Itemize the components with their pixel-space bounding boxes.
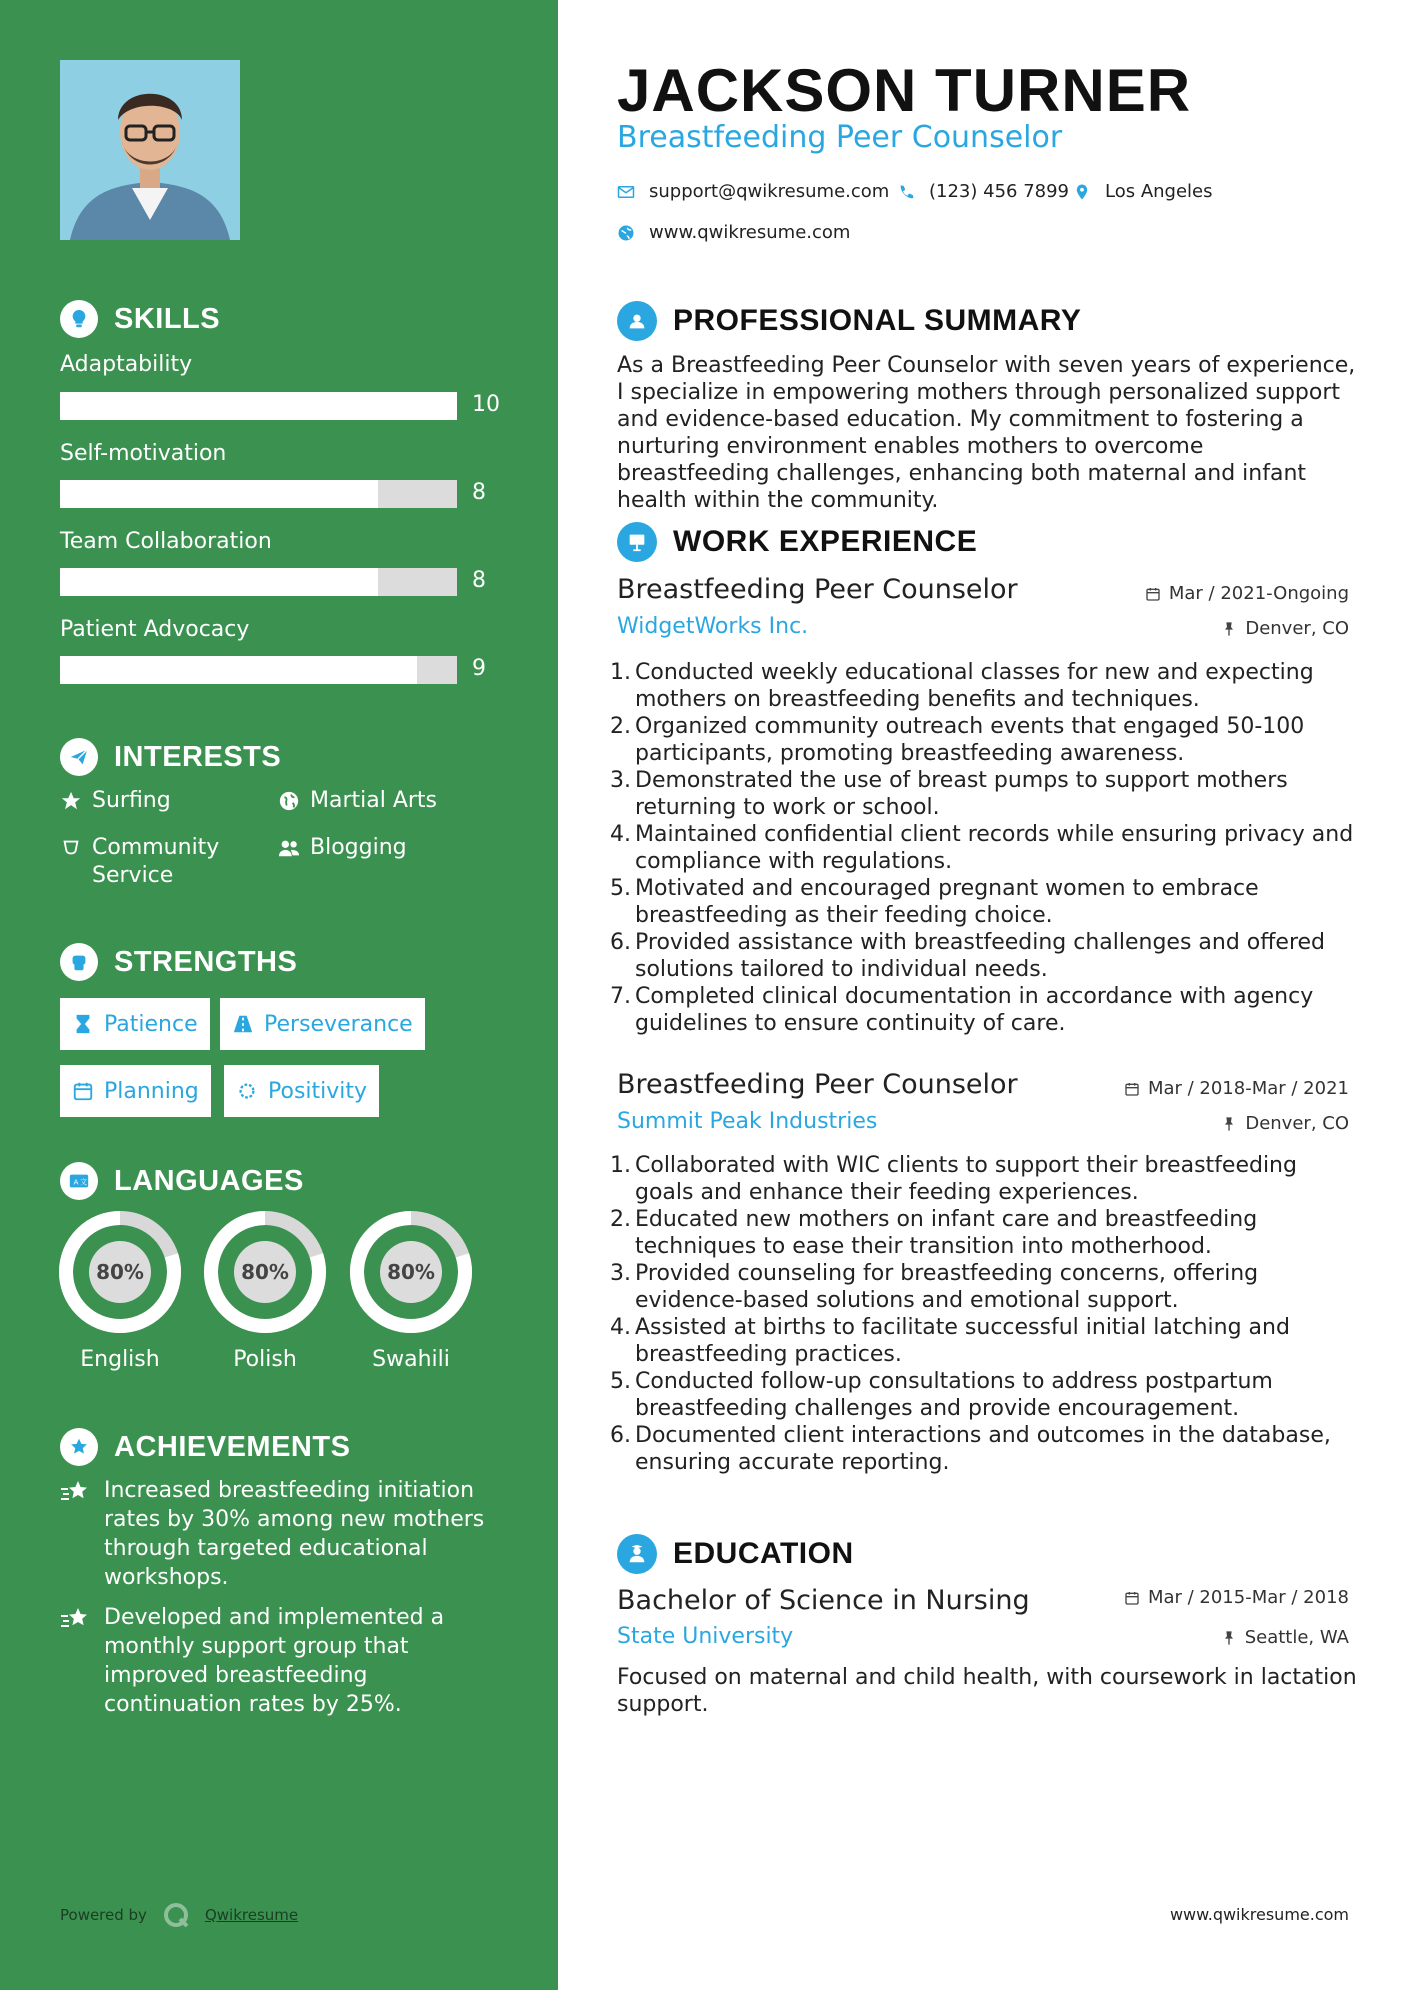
job-location-text: Denver, CO [1245,618,1349,639]
list-item: 1. Conducted weekly educational classes for new and expecting mothers on breastfeeding benefits and techniques. [610,659,1360,713]
skill-bar-fill [60,480,378,508]
interests-title: INTERESTS [114,740,282,773]
lightbulb-icon [60,300,98,338]
interest-item [60,787,171,815]
languages-heading [60,1162,304,1200]
education-dates [1124,1587,1349,1608]
strength-badge [224,1065,379,1117]
skill-name: Adaptability [60,352,193,377]
interest-item [278,787,437,815]
sun-icon [236,1080,258,1102]
bullet-text: Conducted follow-up consultations to address postpartum breastfeeding challenges and provide encouragement. [635,1369,1273,1421]
experience-heading [617,522,977,562]
skills-title: SKILLS [114,302,221,335]
language-name: Swahili [372,1347,450,1372]
globe-icon [278,790,300,812]
language-ring [203,1210,327,1334]
languages-title: LANGUAGES [114,1164,304,1197]
pushpin-icon [1221,1630,1237,1646]
bullet-text: Educated new mothers on infant care and breastfeeding techniques to ease their transition into motherhood. [635,1207,1258,1259]
skill-value: 9 [472,656,486,681]
summary-text: As a Breastfeeding Peer Counselor with seven years of experience, I specialize in empowering mothers through personalized support and evidence-based education. My commitment to fostering a nurturing environment enables mothers to overcome breastfeeding challenges, enhancing both maternal and infant health within the community. [617,353,1356,513]
calendar-icon [1124,1590,1140,1606]
language-name: Polish [233,1347,297,1372]
language-ring [58,1210,182,1334]
achievement-item [60,1603,500,1719]
education-location-text: Seattle, WA [1244,1627,1349,1648]
job-dates-text: Mar / 2018-Mar / 2021 [1147,1078,1349,1099]
candidate-name: JACKSON TURNER [617,57,1192,124]
powered-by [60,1900,298,1930]
achievements-title: ACHIEVEMENTS [114,1430,351,1463]
hourglass-icon [72,1013,94,1035]
presentation-icon [617,522,657,562]
phone-text: (123) 456 7899 [929,181,1070,202]
shooting-star-icon [60,1606,90,1632]
pushpin-icon [1221,1116,1237,1132]
language-level: 80% [89,1241,151,1303]
list-item: 1. Collaborated with WIC clients to support their breastfeeding goals and enhance their feeding experiences. [610,1152,1360,1206]
location-text: Los Angeles [1105,181,1213,202]
list-item: 5. Conducted follow-up consultations to address postpartum breastfeeding challenges and provide encouragement. [610,1368,1360,1422]
interest-label: Community Service [92,835,220,888]
education-location [1221,1627,1349,1648]
skill-value: 8 [472,568,486,593]
strength-badge [60,998,210,1050]
list-item: 4. Maintained confidential client records while ensuring privacy and compliance with regulations. [610,821,1360,875]
trophy-star-icon [60,1428,98,1466]
bullet-text: Provided assistance with breastfeeding challenges and offered solutions tailored to individual needs. [635,930,1326,982]
interest-item [278,834,407,862]
bullet-text: Collaborated with WIC clients to support their breastfeeding goals and enhance their feeding experiences. [635,1153,1297,1205]
list-item: 6. Documented client interactions and outcomes in the database, ensuring accurate reporting. [610,1422,1360,1476]
strength-label: Planning [104,1078,199,1104]
bullet-text: Assisted at births to facilitate successful initial latching and breastfeeding practices. [635,1315,1290,1367]
bullet-text: Demonstrated the use of breast pumps to support mothers returning to work or school. [635,768,1288,820]
language-ring [349,1210,473,1334]
contact-website[interactable] [617,222,850,243]
hand-heart-icon [60,837,82,859]
powered-by-label: Powered by [60,1906,147,1924]
summary-heading [617,301,1081,341]
svg-text:A: A [73,1177,79,1187]
phone-icon [897,183,915,201]
shooting-star-icon [60,1479,90,1505]
sidebar [0,0,558,1990]
fist-icon [60,943,98,981]
list-item: 2. Educated new mothers on infant care and breastfeeding techniques to ease their transition into motherhood. [610,1206,1360,1260]
achievement-text: Increased breastfeeding initiation rates by 30% among new mothers through targeted educational workshops. [104,1478,485,1590]
contact-phone[interactable] [897,181,1069,202]
qwikresume-logo-icon [161,1900,191,1930]
strength-label: Perseverance [264,1011,413,1037]
job-location [1221,618,1349,639]
school-name: State University [617,1624,794,1649]
job-title: Breastfeeding Peer Counselor [617,1069,1018,1100]
skill-bar [60,392,457,420]
degree-title: Bachelor of Science in Nursing [617,1585,1030,1616]
qwikresume-link[interactable]: Qwikresume [204,1906,299,1924]
language-level: 80% [234,1241,296,1303]
skill-name: Self-motivation [60,441,227,466]
job-bullets [610,1152,1360,1476]
interest-label: Blogging [310,835,407,860]
envelope-icon [617,183,635,201]
skill-name: Patient Advocacy [60,617,250,642]
job-location-text: Denver, CO [1245,1113,1349,1134]
strength-badge [60,1065,211,1117]
summary-title: PROFESSIONAL SUMMARY [673,304,1082,337]
list-item: 3. Provided counseling for breastfeeding concerns, offering evidence-based solutions and emotional support. [610,1260,1360,1314]
bullet-text: Maintained confidential client records while ensuring privacy and compliance with regulations. [635,822,1354,874]
skill-value: 8 [472,480,486,505]
svg-text:文: 文 [79,1177,88,1187]
skill-bar [60,568,457,596]
paper-plane-icon [60,738,98,776]
list-item: 6. Provided assistance with breastfeeding challenges and offered solutions tailored to individual needs. [610,929,1360,983]
road-icon [232,1013,254,1035]
skill-value: 10 [472,392,500,417]
interest-label: Surfing [92,788,171,813]
contact-location [1073,181,1213,202]
interest-label: Martial Arts [310,788,438,813]
email-text: support@qwikresume.com [649,181,890,202]
bullet-text: Organized community outreach events that engaged 50-100 participants, promoting breastfeeding awareness. [635,714,1305,766]
website-text: www.qwikresume.com [649,222,851,243]
bullet-text: Provided counseling for breastfeeding concerns, offering evidence-based solutions and emotional support. [635,1261,1259,1313]
list-item: 4. Assisted at births to facilitate successful initial latching and breastfeeding practices. [610,1314,1360,1368]
skill-bar [60,656,457,684]
candidate-role: Breastfeeding Peer Counselor [617,120,1063,155]
skill-bar [60,480,457,508]
language-level: 80% [380,1241,442,1303]
contact-email[interactable] [617,181,889,202]
strength-badge [220,998,425,1050]
strength-label: Positivity [268,1078,368,1104]
job-company: Summit Peak Industries [617,1109,878,1134]
bullet-text: Documented client interactions and outcomes in the database, ensuring accurate reporting. [635,1423,1331,1475]
profile-photo [60,60,240,240]
experience-title: WORK EXPERIENCE [673,525,978,558]
strengths-heading [60,943,297,981]
achievement-text: Developed and implemented a monthly support group that improved breastfeeding continuation rates by 25%. [104,1605,445,1717]
job-bullets [610,659,1360,1037]
language-icon [60,1162,98,1200]
job-dates-text: Mar / 2021-Ongoing [1168,583,1349,604]
map-pin-icon [1073,183,1091,201]
skills-heading [60,300,220,338]
education-title: EDUCATION [673,1537,854,1570]
education-description: Focused on maternal and child health, with coursework in lactation support. [617,1665,1357,1717]
pushpin-icon [1221,621,1237,637]
bullet-text: Completed clinical documentation in accordance with agency guidelines to ensure continuity of care. [635,984,1314,1036]
graduate-icon [617,1534,657,1574]
calendar-icon [1145,586,1161,602]
skill-bar-fill [60,568,378,596]
list-item: 2. Organized community outreach events that engaged 50-100 participants, promoting breastfeeding awareness. [610,713,1360,767]
skill-bar-fill [60,656,417,684]
job-dates [1145,583,1349,604]
star-icon [60,790,82,812]
strengths-title: STRENGTHS [114,945,298,978]
skill-name: Team Collaboration [60,529,272,554]
bullet-text: Motivated and encouraged pregnant women to embrace breastfeeding as their feeding choice. [635,876,1259,928]
achievement-item [60,1476,500,1592]
calendar-icon [1124,1081,1140,1097]
job-company: WidgetWorks Inc. [617,614,809,639]
skill-bar-fill [60,392,457,420]
language-name: English [80,1347,160,1372]
job-location [1221,1113,1349,1134]
bullet-text: Conducted weekly educational classes for new and expecting mothers on breastfeeding benefits and techniques. [635,660,1314,712]
achievements-heading [60,1428,350,1466]
strength-label: Patience [104,1011,198,1037]
job-title: Breastfeeding Peer Counselor [617,574,1018,605]
interest-item [60,834,219,890]
users-icon [278,837,300,859]
globe-icon [617,224,635,242]
footer-url[interactable]: www.qwikresume.com [1169,1905,1349,1924]
user-icon [617,301,657,341]
interests-heading [60,738,281,776]
list-item: 3. Demonstrated the use of breast pumps to support mothers returning to work or school. [610,767,1360,821]
list-item: 5. Motivated and encouraged pregnant women to embrace breastfeeding as their feeding choice. [610,875,1360,929]
list-item: 7. Completed clinical documentation in accordance with agency guidelines to ensure continuity of care. [610,983,1360,1037]
calendar-icon [72,1080,94,1102]
education-dates-text: Mar / 2015-Mar / 2018 [1147,1587,1349,1608]
education-heading [617,1534,854,1574]
job-dates [1124,1078,1349,1099]
